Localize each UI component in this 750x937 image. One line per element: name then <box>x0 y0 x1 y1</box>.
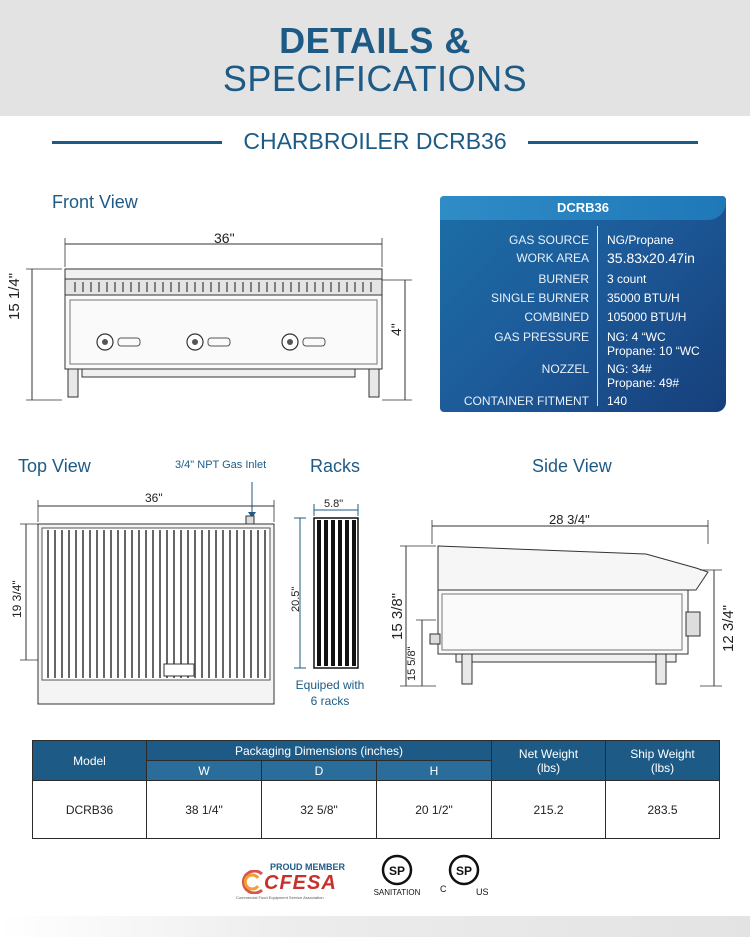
spec-value: 35.83x20.47in <box>607 250 695 266</box>
cfesa-proud-member: PROUD MEMBER <box>270 862 346 872</box>
th-model: Model <box>33 741 147 781</box>
top-width-dim: 36" <box>145 491 163 505</box>
spec-model-tab: DCRB36 <box>440 196 726 220</box>
spec-label: GAS PRESSURE <box>494 330 589 344</box>
table-row <box>33 781 720 839</box>
rack-note-line1: Equiped with <box>295 678 365 692</box>
spec-label: CONTAINER FITMENT <box>463 394 589 408</box>
th-packaging: Packaging Dimensions (inches) <box>147 741 492 761</box>
cell-w: 38 1/4" <box>147 781 262 839</box>
racks-drawing <box>290 496 370 672</box>
spec-label: WORK AREA <box>516 251 589 265</box>
th-w: W <box>147 761 262 781</box>
spec-label: SINGLE BURNER <box>490 291 589 305</box>
spec-value: NG: 4 “WC <box>607 330 666 344</box>
product-subtitle: CHARBROILER DCRB36 <box>243 128 507 154</box>
th-ship-weight-l1: Ship Weight <box>630 746 695 761</box>
csa-us-icon <box>448 854 480 886</box>
front-width-dim: 36" <box>214 230 235 246</box>
spec-value-2: Propane: 49# <box>607 376 680 390</box>
csa-us-logo <box>438 854 494 900</box>
footer-bar <box>0 916 750 937</box>
th-d: D <box>262 761 377 781</box>
cfesa-tagline: Commercial Food Equipment Service Association <box>236 895 324 900</box>
front-height-dim: 15 1/4" <box>6 272 23 320</box>
front-leg-dim: 4" <box>388 323 404 336</box>
spec-label: BURNER <box>538 272 589 286</box>
th-net-weight-l1: Net Weight <box>518 746 579 761</box>
top-view-title: Top View <box>18 456 91 476</box>
csa-mark-text-1: SP <box>388 864 406 878</box>
th-ship-weight <box>606 741 720 781</box>
front-view-title: Front View <box>52 192 138 212</box>
page-header <box>0 0 750 116</box>
side-body-dim: 12 3/4" <box>720 604 737 652</box>
spec-value: 35000 BTU/H <box>607 291 680 305</box>
side-view-title: Side View <box>532 456 612 476</box>
spec-label: NOZZEL <box>541 362 589 376</box>
csa-sanitation-logo <box>372 854 422 900</box>
th-h: H <box>377 761 492 781</box>
rack-note-line2: 6 racks <box>310 694 350 708</box>
csa-mark-text-2: SP <box>455 864 473 878</box>
gas-inlet-label: 3/4" NPT Gas Inlet <box>175 459 267 471</box>
side-view-drawing <box>396 500 746 710</box>
racks-title: Racks <box>310 456 361 476</box>
cell-h: 20 1/2" <box>377 781 492 839</box>
side-leg-dim: 15 5/8" <box>406 646 418 681</box>
csa-c-label: C <box>440 884 447 894</box>
cell-net: 215.2 <box>492 781 606 839</box>
th-net-weight <box>492 741 606 781</box>
certification-logos <box>0 852 750 902</box>
spec-value: NG: 34# <box>607 362 652 376</box>
side-depth-dim: 28 3/4" <box>549 512 590 527</box>
cfesa-logo <box>236 862 360 902</box>
rack-length-dim: 20.5" <box>290 586 302 612</box>
top-depth-dim: 19 3/4" <box>10 580 24 618</box>
spec-divider <box>597 226 598 406</box>
spec-label: GAS SOURCE <box>508 233 589 247</box>
spec-value-2: Propane: 10 “WC <box>607 344 700 358</box>
side-height-dim: 15 3/8" <box>389 592 406 640</box>
header-title-line1: DETAILS & <box>279 20 471 61</box>
spec-value: 140 <box>607 394 628 408</box>
packaging-table <box>32 740 720 839</box>
csa-us-label: US <box>476 887 489 897</box>
spec-label: COMBINED <box>524 310 589 324</box>
spec-value: 105000 BTU/H <box>607 310 687 324</box>
front-view-drawing <box>20 222 420 412</box>
cfesa-swirl-icon <box>236 870 266 894</box>
th-net-weight-l2: (lbs) <box>536 760 561 775</box>
csa-sanitation-label: SANITATION <box>373 888 421 897</box>
spec-value: NG/Propane <box>607 233 674 247</box>
spec-value: 3 count <box>607 272 647 286</box>
cell-d: 32 5/8" <box>262 781 377 839</box>
th-ship-weight-l2: (lbs) <box>650 760 675 775</box>
top-view-drawing <box>12 476 292 708</box>
csa-sanitation-icon <box>381 854 413 886</box>
cell-ship: 283.5 <box>606 781 720 839</box>
header-title-line2: SPECIFICATIONS <box>222 58 528 99</box>
cell-model: DCRB36 <box>33 781 147 839</box>
rack-width-dim: 5.8" <box>324 498 344 510</box>
cfesa-wordmark: CFESA <box>264 872 337 894</box>
spec-panel <box>440 196 726 412</box>
